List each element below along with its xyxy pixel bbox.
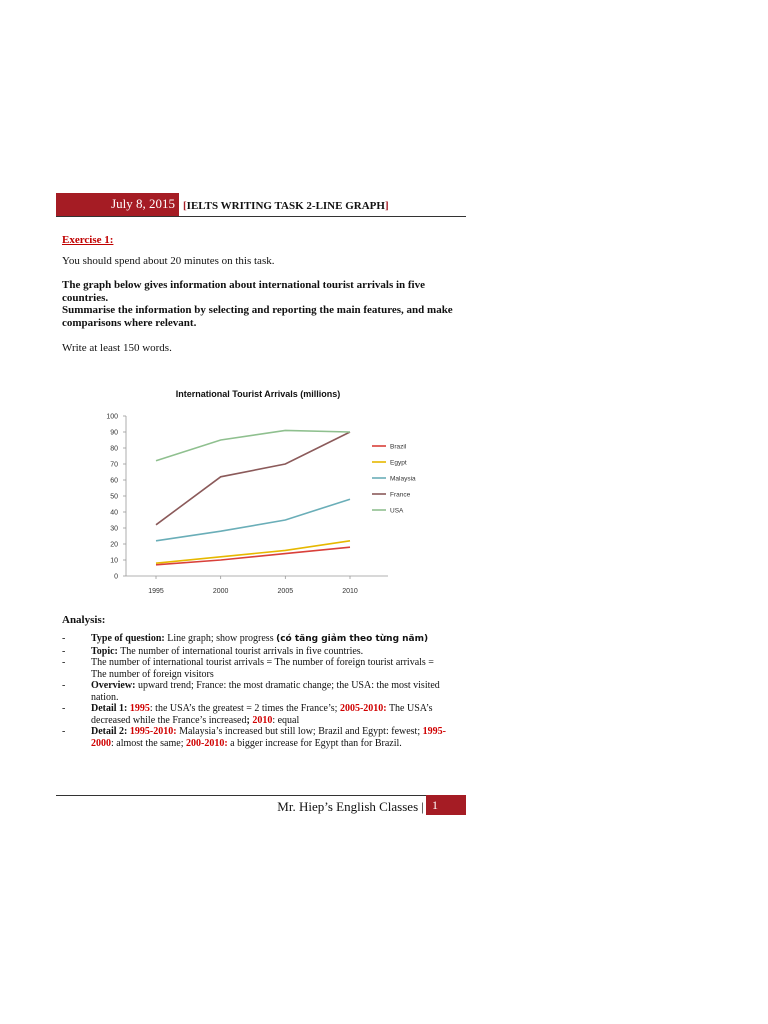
year-2000: 2000	[91, 737, 111, 749]
year-2010: 2010	[249, 714, 273, 726]
bullet-dash: -	[62, 680, 66, 691]
year-2005-2010: 2005-2010:	[339, 703, 387, 714]
label-type-of-question: Type of question:	[91, 633, 165, 644]
y-tick-label: 60	[110, 477, 118, 485]
separator: ;	[246, 714, 250, 726]
y-tick-label: 50	[110, 493, 118, 501]
bracket-close: ]	[384, 200, 389, 212]
y-tick-label: 80	[110, 445, 118, 453]
text-type-of-question: Line graph; show progress	[164, 633, 277, 644]
bullet-dash: -	[62, 645, 66, 657]
legend-label-france: France	[390, 491, 411, 499]
analysis-item-type	[62, 633, 462, 646]
chart-series	[156, 430, 350, 564]
legend-label-brazil: Brazil	[390, 443, 407, 451]
instruction-word-count: Write at least 150 words.	[62, 342, 172, 354]
bullet-dash: -	[62, 633, 66, 644]
text-detail-2c: a bigger increase for Egypt than for Brazil.	[227, 737, 402, 749]
y-tick-label: 0	[114, 573, 118, 581]
x-tick-label: 2010	[342, 588, 358, 595]
text-definition-line1: The number of international tourist arrivals = The number of foreign tourist arrivals =	[91, 657, 434, 668]
x-tick-label: 2000	[212, 588, 229, 595]
exercise-label: Exercise 1:	[62, 234, 114, 246]
legend-label-usa: USA	[390, 507, 404, 515]
text-detail-1c: decreased while the France’s increased	[91, 714, 247, 726]
text-overview-line1: upward trend; France: the most dramatic change; the USA: the most visited	[135, 680, 440, 691]
chart-legend	[372, 443, 416, 514]
analysis-item-detail-1	[62, 703, 462, 726]
legend-label-malaysia: Malaysia	[390, 475, 416, 483]
header-title	[183, 200, 389, 212]
y-tick-label: 90	[110, 429, 118, 437]
text-detail-1a: : the USA’s the greatest = 2 times the France’s;	[149, 703, 340, 714]
page-number-box	[426, 795, 466, 815]
y-tick-label: 40	[110, 509, 118, 517]
note-vietnamese: (có tăng giảm theo từng năm)	[276, 634, 429, 644]
analysis-list	[62, 633, 462, 749]
y-tick-label: 100	[106, 413, 118, 421]
series-line-egypt	[156, 541, 350, 563]
page-number: 1	[432, 798, 438, 812]
date-banner	[56, 193, 179, 217]
text-definition-line2: The number of foreign visitors	[91, 668, 214, 680]
x-tick-label: 2005	[277, 588, 294, 595]
bullet-dash: -	[62, 726, 66, 737]
series-line-france	[156, 432, 350, 525]
series-line-malaysia	[156, 499, 350, 541]
line-chart	[80, 380, 416, 600]
label-detail-2: Detail 2:	[91, 726, 128, 737]
bullet-dash: -	[62, 703, 66, 714]
year-1995: 1995	[129, 703, 150, 714]
instruction-prompt: The graph below gives information about international tourist arrivals in five countries.	[62, 279, 425, 304]
year-1995-2010: 1995-2010:	[127, 726, 177, 737]
text-topic: The number of international tourist arrivals in five countries.	[117, 645, 364, 657]
analysis-item-detail-2	[62, 726, 462, 749]
y-tick-label: 20	[110, 541, 118, 549]
chart-axes	[106, 414, 388, 596]
text-detail-1b: The USA’s	[386, 703, 433, 714]
analysis-title: Analysis:	[62, 614, 106, 626]
instruction-task: Summarise the information by selecting and reporting the main features, and make comparisons where relevant.	[62, 304, 453, 329]
text-overview-line2: nation.	[91, 691, 119, 703]
bracket-open: [	[183, 200, 187, 212]
analysis-item-topic	[62, 646, 462, 658]
text-detail-1d: : equal	[272, 714, 300, 726]
footer-text: Mr. Hiep’s English Classes |	[277, 799, 424, 814]
year-1995-dash: 1995-	[422, 726, 446, 737]
header-divider	[56, 216, 466, 217]
analysis-item-definition	[62, 657, 462, 680]
header-date: July 8, 2015	[111, 196, 175, 211]
year-200-2010: 200-2010:	[186, 737, 228, 749]
y-tick-label: 70	[110, 461, 118, 469]
label-topic: Topic:	[91, 645, 118, 657]
text-detail-2a: Malaysia’s increased but still low; Brazil and Egypt: fewest;	[176, 726, 423, 737]
analysis-item-overview	[62, 680, 462, 703]
chart-title: International Tourist Arrivals (millions)	[175, 389, 341, 399]
y-tick-label: 30	[110, 525, 118, 533]
footer-divider	[56, 795, 426, 796]
text-detail-2b: : almost the same;	[111, 737, 186, 749]
bullet-dash: -	[62, 657, 66, 668]
x-tick-label: 1995	[148, 588, 164, 595]
page-header	[56, 193, 466, 217]
series-line-brazil	[156, 547, 350, 565]
y-tick-label: 10	[110, 557, 118, 565]
label-overview: Overview:	[91, 680, 136, 691]
label-detail-1: Detail 1:	[91, 703, 128, 714]
header-title-text: IELTS WRITING TASK 2-LINE GRAPH	[186, 200, 385, 212]
instruction-time: You should spend about 20 minutes on this task.	[62, 255, 275, 267]
legend-label-egypt: Egypt	[390, 459, 407, 467]
